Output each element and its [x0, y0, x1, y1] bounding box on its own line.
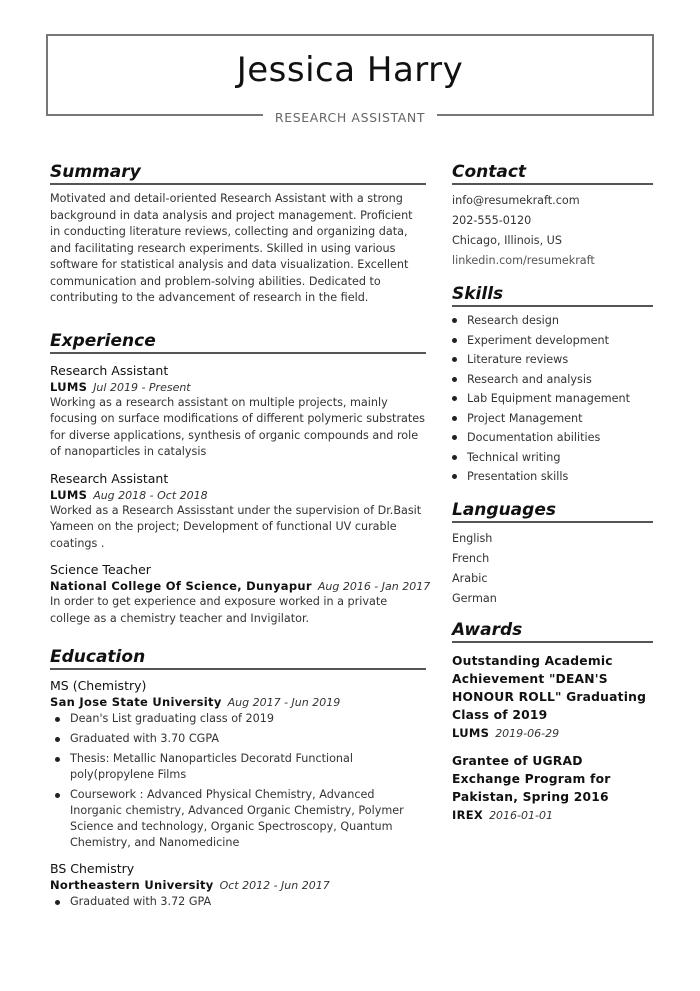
education-item [50, 678, 426, 851]
language-item: Arabic [452, 572, 488, 585]
award-org: IREX [452, 808, 484, 822]
list-item: Technical writing [452, 450, 653, 465]
list-item: Research and analysis [452, 372, 653, 387]
experience-title: Research Assistant [50, 470, 169, 486]
experience-dates: Aug 2018 - Oct 2018 [93, 488, 208, 502]
list-item: Experiment development [452, 333, 653, 348]
awards-heading: Awards [452, 620, 653, 643]
education-degree: MS (Chemistry) [50, 678, 147, 693]
language-item: French [452, 552, 490, 565]
education-heading: Education [50, 647, 426, 670]
education-dates: Oct 2012 - Jun 2017 [219, 879, 330, 892]
experience-dates: Jul 2019 - Present [93, 380, 191, 394]
education-item [50, 861, 426, 910]
right-column [452, 162, 653, 822]
contact-location: Chicago, Illinois, US [452, 234, 562, 247]
contact-section [452, 162, 653, 268]
experience-title: Research Assistant [50, 362, 169, 378]
list-item: Thesis: Metallic Nanoparticles Decoratd Functional poly(propylene Films [50, 751, 426, 783]
contact-phone: 202-555-0120 [452, 214, 532, 227]
language-item: German [452, 592, 497, 605]
list-item: Documentation abilities [452, 430, 653, 445]
list-item: Literature reviews [452, 352, 653, 367]
summary-text: Motivated and detail-oriented Research Assistant with a strong background in data analysis and project management. Proficient in conducting literature reviews, collecting and organizing data, and facilitating research experiments. Skilled in using various software for statistical analysis and data visualization. Excellent communication and problem-solving abilities. Dedicated to contributing to the advancement of research in the field. [50, 192, 413, 304]
awards-section [452, 620, 653, 822]
experience-description: Working as a research assistant on multiple projects, mainly focusing on surface modifications of different polymeric substrates for diverse applications, synthesis of organic compounds and role of nanoparticles in catalysis [50, 395, 425, 458]
award-date: 2019-06-29 [495, 727, 560, 740]
list-item: Lab Equipment management [452, 391, 653, 406]
experience-dates: Aug 2016 - Jan 2017 [317, 580, 431, 593]
award-title: Outstanding Academic Achievement "DEAN'S HONOUR ROLL" Graduating Class of 2019 [452, 654, 647, 722]
contact-email[interactable]: info@resumekraft.com [452, 194, 580, 207]
list-item: Project Management [452, 411, 653, 426]
list-item: Graduated with 3.70 CGPA [50, 731, 426, 747]
experience-org: LUMS [50, 379, 88, 394]
experience-org: LUMS [50, 487, 88, 502]
list-item: Presentation skills [452, 469, 653, 484]
education-dates: Aug 2017 - Jun 2019 [227, 696, 341, 709]
experience-section [50, 330, 431, 628]
list-item: Coursework : Advanced Physical Chemistry, Advanced Inorganic chemistry, Advanced Organic Chemistry, Polymer Science and technology, Organic Spectroscopy, Quantum Chemistry, and Nanomedicine [50, 787, 426, 851]
list-item: Research design [452, 313, 653, 328]
experience-org: National College Of Science, Dunyapur [50, 579, 312, 593]
header-box [46, 34, 654, 125]
summary-section [50, 162, 426, 307]
skills-list [452, 313, 653, 484]
experience-description: Worked as a Research Assisstant under the supervision of Dr.Basit Yameen on the project; Development of functional UV curable coatings . [50, 503, 422, 550]
education-bullets [50, 711, 426, 851]
list-item: Graduated with 3.72 GPA [50, 894, 426, 910]
experience-heading: Experience [50, 331, 426, 354]
left-column [50, 162, 431, 914]
education-bullets [50, 894, 426, 910]
experience-title: Science Teacher [50, 562, 151, 577]
education-school: San Jose State University [50, 695, 222, 709]
job-title-subtitle: RESEARCH ASSISTANT [263, 110, 437, 125]
languages-section [452, 500, 653, 606]
experience-item [50, 363, 426, 461]
education-degree: BS Chemistry [50, 861, 135, 876]
award-date: 2016-01-01 [489, 809, 553, 822]
skills-section [452, 284, 653, 484]
list-item: Dean's List graduating class of 2019 [50, 711, 426, 727]
award-item [452, 752, 653, 822]
award-org: LUMS [452, 726, 490, 740]
education-section [50, 647, 426, 910]
language-item: English [452, 532, 493, 545]
languages-heading: Languages [452, 500, 653, 523]
contact-linkedin[interactable]: linkedin.com/resumekraft [452, 254, 595, 267]
education-school: Northeastern University [50, 878, 214, 892]
summary-heading: Summary [50, 162, 426, 185]
experience-item [50, 562, 431, 627]
award-item [452, 652, 653, 740]
candidate-name: Jessica Harry [236, 50, 464, 90]
award-title: Grantee of UGRAD Exchange Program for Pakistan, Spring 2016 [452, 754, 611, 804]
contact-heading: Contact [452, 162, 653, 185]
experience-item [50, 471, 426, 553]
skills-heading: Skills [452, 284, 653, 307]
experience-description: In order to get experience and exposure worked in a private college as a chemistry teacher and Invigilator. [50, 595, 388, 625]
